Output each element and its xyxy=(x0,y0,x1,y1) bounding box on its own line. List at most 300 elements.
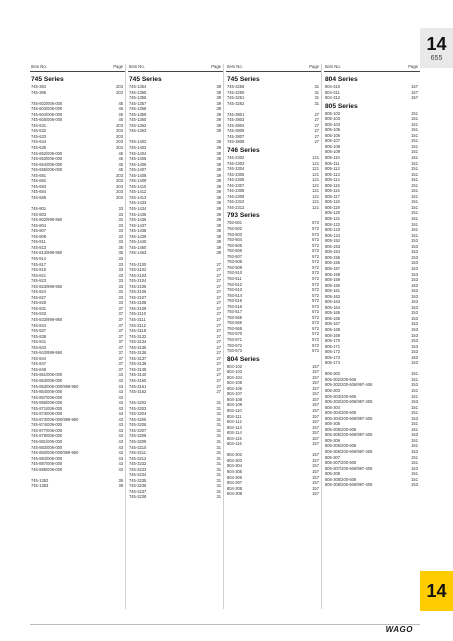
item-number: 805-124 xyxy=(325,232,341,238)
page-ref: 121 xyxy=(312,155,319,161)
page-ref: 157 xyxy=(312,391,319,397)
page-ref: 157 xyxy=(312,413,319,419)
item-number: 805-303/200-606/997-405 xyxy=(325,399,373,405)
item-number: 805-113 xyxy=(325,171,340,177)
page-ref: 39 xyxy=(216,100,221,106)
item-number: 745-634 xyxy=(31,139,47,145)
item-number: 805-164 xyxy=(325,304,341,310)
page-ref: 37 xyxy=(118,322,123,328)
item-number: 805-174 xyxy=(325,360,341,366)
page-ref: 151 xyxy=(411,476,418,482)
page-ref: 27 xyxy=(314,122,319,128)
page-ref: 37 xyxy=(118,311,123,317)
item-number: 745-3135 xyxy=(129,344,147,350)
item-number: 793-508 xyxy=(227,259,243,265)
item-number: 793-566 xyxy=(227,320,243,326)
item-number: 745-655/006-000 xyxy=(31,167,63,173)
page-ref: 151 xyxy=(411,210,418,216)
page-header: Page xyxy=(309,64,319,69)
page-ref: 153 xyxy=(411,399,418,405)
page-ref: 31 xyxy=(216,450,221,456)
item-number: 805-161 xyxy=(325,288,341,294)
item-number: 805-155 xyxy=(325,254,341,260)
page-ref: 37 xyxy=(118,366,123,372)
page-ref: 33 xyxy=(118,217,123,223)
item-number: 804-114 xyxy=(227,430,242,436)
item-number: 745-3259 xyxy=(227,84,245,89)
item-number: 745-1410 xyxy=(129,183,147,189)
page-ref: 33 xyxy=(118,294,123,300)
page-ref: 153 xyxy=(411,288,418,294)
item-number: 745-632 xyxy=(31,128,47,134)
page-ref: 31 xyxy=(216,439,221,444)
page-ref: 157 xyxy=(312,452,319,458)
page-ref: 157 xyxy=(312,457,319,463)
page-ref: 27 xyxy=(216,372,221,378)
page-ref: 157 xyxy=(312,469,319,474)
series-heading: 745 Series xyxy=(129,76,162,83)
page-ref: 39 xyxy=(216,172,221,178)
page-ref: 39 xyxy=(216,122,221,128)
page-ref: 31 xyxy=(314,89,319,95)
page-ref: 151 xyxy=(411,127,418,133)
page-ref: 27 xyxy=(216,261,221,267)
page-ref: 33 xyxy=(118,233,123,239)
item-number: 805-173 xyxy=(325,354,341,360)
item-number: 745-1435 xyxy=(129,211,147,217)
item-number: 793-515 xyxy=(227,298,243,304)
item-number: 805-162 xyxy=(325,293,341,299)
page-ref: 121 xyxy=(312,166,319,172)
item-number: 745-1352 xyxy=(31,477,49,483)
page-ref: 27 xyxy=(216,267,221,273)
item-number: 805-114 xyxy=(325,177,340,183)
page-ref: 153 xyxy=(411,260,418,266)
item-number: 745-3235 xyxy=(129,477,147,483)
page-ref: 151 xyxy=(411,227,418,233)
page-ref: 39 xyxy=(216,84,221,89)
page-ref: 31 xyxy=(216,455,221,461)
item-number: 745-3132 xyxy=(129,333,147,339)
page-ref: 31 xyxy=(216,483,221,489)
item-number: 793-572 xyxy=(227,342,243,348)
page-ref: 43 xyxy=(118,394,123,400)
page-ref: 153 xyxy=(411,315,418,321)
page-ref: 157 xyxy=(312,474,319,480)
page-ref: 203 xyxy=(116,139,123,145)
entry-list xyxy=(226,72,321,497)
page-ref: 572 xyxy=(312,259,319,265)
item-number: 804-302 xyxy=(227,452,243,458)
page-ref: 43 xyxy=(118,461,123,467)
page-ref: 151 xyxy=(411,404,418,410)
item-number: 745-3232 xyxy=(129,461,147,467)
page-ref: 39 xyxy=(216,117,221,123)
page-ref: 151 xyxy=(411,160,418,166)
item-number: 745-3807 xyxy=(227,133,245,139)
page-ref: 31 xyxy=(216,427,221,433)
item-number: 745-847 xyxy=(31,361,47,367)
page-ref: 153 xyxy=(411,465,418,471)
item-number: 805-105 xyxy=(325,127,341,133)
item-number: 804-112 xyxy=(227,419,242,425)
page-ref: 153 xyxy=(411,238,418,244)
page-ref: 151 xyxy=(411,393,418,399)
page-header: Page xyxy=(113,64,123,69)
page-ref: 157 xyxy=(411,89,418,95)
item-number: 805-119 xyxy=(325,204,340,210)
item-number: 805-167 xyxy=(325,321,341,327)
series-heading: 793 Series xyxy=(227,212,260,220)
page-ref: 45 xyxy=(118,161,123,167)
item-number: 745-3804 xyxy=(227,122,245,128)
item-number: 793-503 xyxy=(227,231,243,237)
item-number: 746-2306 xyxy=(227,177,245,183)
page-ref: 121 xyxy=(312,171,319,177)
item-number: 745-1438 xyxy=(129,228,147,234)
item-no-header: Item No. xyxy=(129,64,145,69)
item-number: 745-811 xyxy=(31,239,46,245)
item-number: 805-165 xyxy=(325,310,341,316)
item-number: 745-804 xyxy=(31,222,47,228)
page-ref: 31 xyxy=(216,466,221,472)
page-ref: 151 xyxy=(411,199,418,205)
item-number: 805-308/200-606/997-406 xyxy=(325,482,373,488)
item-number: 805-302/200-606/997-406 xyxy=(325,382,373,388)
item-number: 804-104 xyxy=(227,374,243,380)
page-ref: 27 xyxy=(216,305,221,311)
page-ref: 572 xyxy=(312,331,319,337)
item-number: 745-837 xyxy=(31,328,47,334)
page-ref: 153 xyxy=(411,349,418,355)
item-number: 745-3210 xyxy=(129,444,147,450)
item-number: 805-303/200-606 xyxy=(325,393,357,399)
page-ref: 39 xyxy=(216,178,221,184)
item-number: 746-2309 xyxy=(227,193,245,199)
page-header: Page xyxy=(408,64,418,69)
page-ref: 37 xyxy=(118,344,123,350)
item-number: 805-305/200-606/997-405 xyxy=(325,432,373,438)
page-ref: 572 xyxy=(312,298,319,304)
page-ref: 151 xyxy=(411,177,418,183)
item-number: 805-115 xyxy=(325,182,340,188)
page-ref: 27 xyxy=(216,339,221,345)
item-number: 745-1404 xyxy=(129,150,147,156)
item-number: 805-304 xyxy=(325,404,341,410)
page-ref: 31 xyxy=(216,405,221,411)
page-ref: 151 xyxy=(411,132,418,138)
item-number: 804-303 xyxy=(227,457,243,463)
item-number: 805-111 xyxy=(325,160,340,166)
item-number: 745-3209 xyxy=(129,439,147,444)
page-ref: 43 xyxy=(118,400,123,406)
page-ref: 33 xyxy=(118,267,123,273)
item-number: 805-307 xyxy=(325,454,341,460)
page-ref: 121 xyxy=(312,193,319,199)
item-number: 745-884/006-000 xyxy=(31,455,63,461)
page-ref: 203 xyxy=(116,194,123,200)
item-number: 745-853/006-000 xyxy=(31,377,63,383)
page-ref: 37 xyxy=(118,328,123,334)
page-ref: 572 xyxy=(312,320,319,326)
page-ref: 31 xyxy=(216,411,221,417)
item-number: 745-3139 xyxy=(129,366,147,372)
page-ref: 39 xyxy=(216,200,221,206)
item-number: 745-1439 xyxy=(129,233,147,239)
item-number: 745-817 xyxy=(31,261,47,267)
page-ref: 151 xyxy=(411,371,418,377)
page-ref: 39 xyxy=(216,128,221,134)
item-number: 745-602/006-000 xyxy=(31,100,63,106)
page-ref: 39 xyxy=(216,139,221,145)
item-number: 745-3233 xyxy=(129,466,147,472)
page-ref: 572 xyxy=(312,287,319,293)
page-ref: 37 xyxy=(118,316,123,322)
page-ref: 153 xyxy=(411,299,418,305)
item-number: 805-304/200-606/997-405 xyxy=(325,415,373,421)
page-ref: 33 xyxy=(118,300,123,306)
page-ref: 27 xyxy=(216,289,221,295)
page-ref: 27 xyxy=(216,361,221,367)
page-ref: 45 xyxy=(118,156,123,162)
item-number: 745-1356 xyxy=(129,95,147,101)
item-number: 746-2307 xyxy=(227,182,245,188)
item-number: 745-631 xyxy=(31,122,47,128)
page-ref: 39 xyxy=(216,95,221,101)
item-number: 745-3805 xyxy=(227,128,245,134)
page-ref: 157 xyxy=(312,385,319,391)
item-number: 805-154 xyxy=(325,249,341,255)
item-number: 745-681 xyxy=(31,172,47,178)
page-ref: 39 xyxy=(216,89,221,95)
item-number: 804-310 xyxy=(325,84,341,89)
item-number: 745-1408 xyxy=(129,172,147,178)
item-number: 745-1436 xyxy=(129,217,147,223)
item-number: 745-3134 xyxy=(129,339,147,345)
item-number: 745-888/006-000 xyxy=(31,466,63,472)
page-ref: 27 xyxy=(314,117,319,123)
item-number: 745-1434 xyxy=(129,206,147,212)
page-ref: 572 xyxy=(312,248,319,254)
item-number: 745-3262 xyxy=(227,100,245,106)
page-ref: 27 xyxy=(216,355,221,361)
page-ref: 151 xyxy=(411,460,418,466)
page-ref: 157 xyxy=(411,95,418,101)
index-row xyxy=(227,491,319,497)
page-ref: 151 xyxy=(411,471,418,477)
item-number: 745-808 xyxy=(31,233,47,239)
item-number: 793-505 xyxy=(227,242,243,248)
item-number: 745-854/006-000 xyxy=(31,389,63,395)
item-number: 745-3203 xyxy=(129,405,147,411)
item-number: 804-309 xyxy=(227,491,243,497)
item-number: 805-306 xyxy=(325,437,341,443)
item-number: 745-3204 xyxy=(129,411,147,417)
item-number: 745-834 xyxy=(31,322,47,328)
item-number: 745-3205 xyxy=(129,416,147,422)
page-ref: 153 xyxy=(411,243,418,249)
footer-divider xyxy=(30,624,420,625)
item-number: 805-118 xyxy=(325,199,340,205)
page-ref: 203 xyxy=(116,145,123,151)
page-ref: 203 xyxy=(116,122,123,128)
page-ref: 35 xyxy=(118,244,123,250)
page-ref: 203 xyxy=(116,128,123,134)
page-ref: 37 xyxy=(118,350,123,356)
item-number: 793-573 xyxy=(227,348,243,354)
item-number: 793-570 xyxy=(227,331,243,337)
page-ref: 39 xyxy=(216,161,221,167)
page-ref: 151 xyxy=(411,116,418,122)
item-number: 805-168 xyxy=(325,326,341,332)
page-ref: 37 xyxy=(118,355,123,361)
page-ref: 151 xyxy=(411,182,418,188)
page-ref: 157 xyxy=(312,369,319,375)
page-ref: 157 xyxy=(312,480,319,486)
item-number: 745-3136 xyxy=(129,350,147,356)
page-ref: 153 xyxy=(411,265,418,271)
item-number: 805-305 xyxy=(325,421,341,427)
item-number: 805-303 xyxy=(325,387,341,393)
item-number: 805-158 xyxy=(325,271,341,277)
page-ref: 153 xyxy=(411,277,418,283)
chapter-tab-bottom xyxy=(420,571,453,611)
page-ref: 33 xyxy=(118,239,123,245)
item-number: 745-844 xyxy=(31,355,47,361)
item-number: 745-604/006-000 xyxy=(31,111,63,117)
item-number: 745-3160 xyxy=(129,377,147,383)
item-number: 745-3803 xyxy=(227,117,245,123)
item-number: 746-2312 xyxy=(227,204,245,210)
item-number: 805-106 xyxy=(325,132,341,138)
page-ref: 31 xyxy=(216,444,221,450)
item-number: 745-3140 xyxy=(129,372,147,378)
page-ref: 27 xyxy=(216,311,221,317)
index-row xyxy=(227,205,319,211)
item-number: 745-1405 xyxy=(129,156,147,162)
page-ref: 39 xyxy=(216,222,221,228)
item-number: 745-1354 xyxy=(129,84,147,89)
item-number: 793-513 xyxy=(227,287,243,293)
page-ref: 37 xyxy=(118,339,123,345)
item-number: 745-3208 xyxy=(129,433,147,439)
item-number: 805-122 xyxy=(325,221,341,227)
item-number: 745-1355 xyxy=(129,89,147,95)
page-ref: 572 xyxy=(312,220,319,226)
page-ref: 203 xyxy=(116,189,123,195)
page-ref: 39 xyxy=(216,150,221,156)
page-ref: 153 xyxy=(411,449,418,454)
item-number: 793-512 xyxy=(227,281,243,287)
index-row xyxy=(227,139,319,145)
page-ref: 572 xyxy=(312,270,319,276)
item-number: 805-121 xyxy=(325,216,341,222)
item-number: 745-818 xyxy=(31,267,47,273)
item-number: 805-160 xyxy=(325,282,341,288)
page-ref: 157 xyxy=(312,435,319,441)
item-number: 745-814 xyxy=(31,255,47,261)
page-ref: 39 xyxy=(216,167,221,173)
column-header xyxy=(30,64,125,72)
page-ref: 39 xyxy=(216,211,221,217)
page-ref: 33 xyxy=(118,211,123,217)
item-number: 804-107 xyxy=(227,391,243,397)
page-ref: 151 xyxy=(411,188,418,194)
page-ref: 27 xyxy=(216,322,221,328)
item-number: 745-3202 xyxy=(129,400,147,406)
item-number: 745-1406 xyxy=(129,161,147,167)
item-number: 745-3260 xyxy=(227,89,245,95)
item-number: 746-2305 xyxy=(227,171,245,177)
item-number: 745-682 xyxy=(31,178,47,184)
item-no-header: Item No. xyxy=(325,64,341,69)
item-number: 745-1433 xyxy=(129,200,147,206)
page-ref: 121 xyxy=(312,182,319,188)
page-ref: 153 xyxy=(411,415,418,421)
item-number: 805-307/200-606 xyxy=(325,460,357,466)
item-number: 746-2302 xyxy=(227,155,245,161)
item-number: 745-685 xyxy=(31,194,47,200)
item-number: 805-110 xyxy=(325,155,340,161)
page-ref: 33 xyxy=(118,261,123,267)
item-number: 745-858/006-000 xyxy=(31,400,63,406)
item-number: 745-2110 xyxy=(129,311,146,317)
wago-logo: WAGO xyxy=(385,625,413,634)
page-ref: 153 xyxy=(411,304,418,310)
item-number: 793-514 xyxy=(227,292,243,298)
item-number: 745-1463 xyxy=(129,250,147,256)
page-ref: 31 xyxy=(314,95,319,101)
page-ref: 572 xyxy=(312,303,319,309)
item-number: 745-654/006-000 xyxy=(31,161,63,167)
page-ref: 45 xyxy=(118,106,123,112)
item-number: 745-824 xyxy=(31,289,47,295)
item-number: 745-874/006-000 xyxy=(31,422,63,428)
page-ref: 153 xyxy=(411,382,418,388)
item-number: 745-2103 xyxy=(129,272,147,278)
page-ref: 572 xyxy=(312,314,319,320)
page-ref: 33 xyxy=(118,289,123,295)
page-ref: 31 xyxy=(216,472,221,478)
page-ref: 572 xyxy=(312,348,319,354)
item-number: 805-103 xyxy=(325,116,341,122)
page-ref: 157 xyxy=(312,491,319,497)
page-ref: 33 xyxy=(118,228,123,234)
page-ref: 43 xyxy=(118,383,123,389)
item-number: 745-3161 xyxy=(129,383,147,389)
page-ref: 151 xyxy=(411,204,418,210)
item-number: 745-1402 xyxy=(129,139,147,145)
item-number: 745-1440 xyxy=(129,239,147,245)
item-number: 745-838 xyxy=(31,333,47,339)
page-ref: 43 xyxy=(118,439,123,444)
item-number: 745-3138 xyxy=(129,361,147,367)
item-number: 805-123 xyxy=(325,227,341,233)
series-heading: 746 Series xyxy=(227,147,260,155)
item-number: 805-153 xyxy=(325,243,341,249)
item-number: 793-511 xyxy=(227,275,242,281)
item-number: 745-1362 xyxy=(129,122,147,128)
item-number: 745-848 xyxy=(31,366,47,372)
page-ref: 43 xyxy=(118,422,123,428)
page-ref: 153 xyxy=(411,360,418,366)
item-number: 745-877/006-000 xyxy=(31,427,63,433)
item-number: 745-1403 xyxy=(129,145,147,151)
page-ref: 151 xyxy=(411,387,418,393)
item-number: 804-103 xyxy=(227,369,243,375)
page-ref: 27 xyxy=(314,133,319,139)
page-ref: 45 xyxy=(118,111,123,117)
